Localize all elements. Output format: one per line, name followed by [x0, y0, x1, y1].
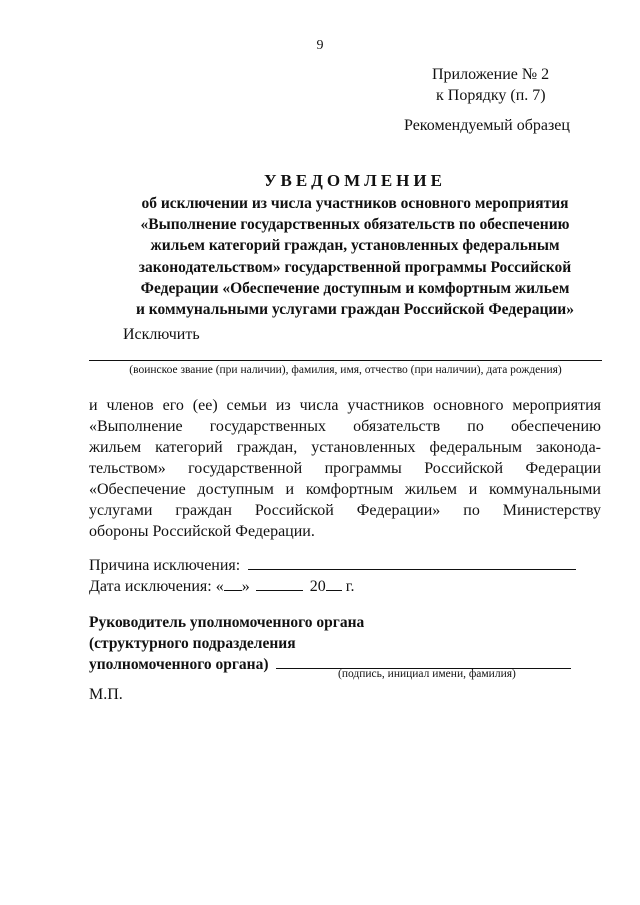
reason-label: Причина исключения: [89, 557, 241, 574]
head-line: Руководитель уполномоченного органа [89, 614, 365, 631]
year-fill-line [326, 576, 342, 591]
page-number: 9 [316, 38, 324, 53]
person-fill-line [89, 360, 602, 361]
body-paragraph [89, 395, 601, 542]
subtitle-line: об исключении из числа участников основного мероприятия [141, 195, 569, 212]
head-signature-block [89, 612, 571, 675]
head-line: уполномоченного органа) [89, 656, 269, 673]
subtitle-line: «Выполнение государственных обязательств по обеспечению [140, 216, 570, 234]
year-suffix: г. [345, 578, 355, 595]
document-title: УВЕДОМЛЕНИЕ [264, 171, 446, 190]
reason-block [89, 555, 576, 597]
head-line: (структурного подразделения [89, 635, 296, 652]
body-line: обороны Российской Федерации. [89, 523, 315, 540]
body-line: «Обеспечение доступным и комфортным жильем и коммунальными [89, 481, 601, 498]
body-line: «Выполнение государственных обязательств по обеспечению [89, 418, 601, 435]
reason-row [89, 555, 576, 576]
stamp-label: М.П. [89, 686, 123, 703]
subtitle-line: жильем категорий граждан, установленных федеральным [150, 237, 560, 255]
exclude-label: Исключить [123, 326, 200, 343]
annex-order-ref: к Порядку (п. 7) [436, 87, 546, 104]
date-quote-close: » [241, 578, 250, 595]
date-label: Дата исключения: « [89, 578, 224, 595]
title-block [95, 170, 615, 320]
date-row [89, 576, 576, 597]
annex-reference [432, 64, 549, 106]
annex-number: Приложение № 2 [432, 66, 550, 83]
body-line: тельством» государственной программы Российской Федерации [89, 460, 601, 477]
body-line: и членов его (ее) семьи из числа участников основного мероприятия [89, 397, 601, 414]
body-line: жильем категорий граждан, установленных федеральным законода- [89, 439, 601, 456]
year-prefix: 20 [309, 578, 326, 595]
signature-hint: (подпись, инициал имени, фамилия) [338, 668, 516, 680]
subtitle-line: Федерации «Обеспечение доступным и комфортным жильем [140, 279, 570, 297]
month-fill-line [256, 576, 303, 591]
person-hint: (воинское звание (при наличии), фамилия, имя, отчество (при наличии), дата рождения) [129, 364, 562, 376]
signature-fill-line [276, 654, 571, 669]
day-fill-line [224, 576, 242, 591]
body-line: услугами граждан Российской Федерации» по Министерству [89, 502, 601, 519]
sample-label: Рекомендуемый образец [404, 117, 570, 134]
subtitle-line: и коммунальными услугами граждан Российской Федерации» [136, 301, 574, 319]
reason-fill-line [248, 555, 576, 570]
subtitle-line: законодательством» государственной программы Российской [138, 258, 572, 276]
